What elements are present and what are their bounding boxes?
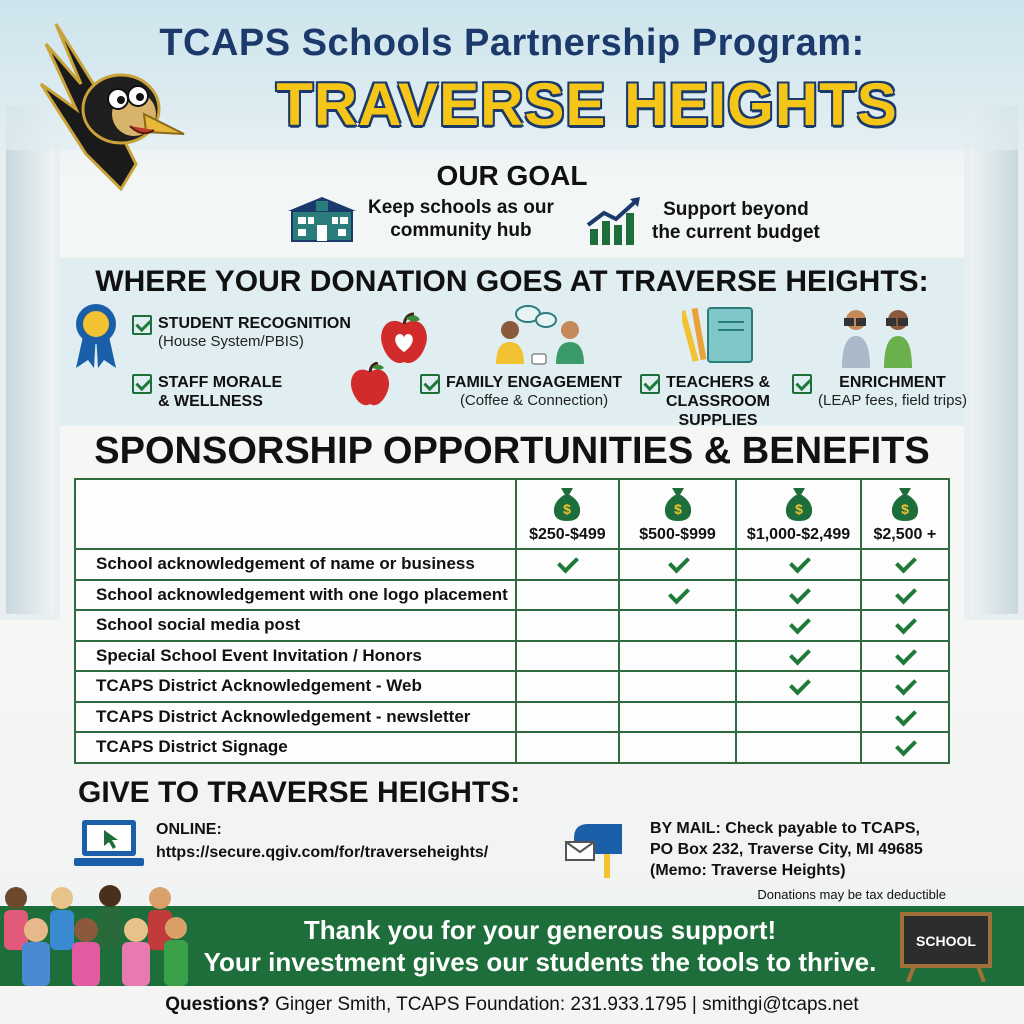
benefit-label: School acknowledgement of name or business [75,549,516,580]
contact-info [0,994,1024,1016]
tier-benefit-cell [619,671,737,702]
benefit-row [75,732,949,763]
tier-benefit-cell [619,580,737,611]
checkmark-icon [787,645,811,667]
apple-heart-icon [378,312,430,368]
benefit-label: TCAPS District Acknowledgement - newsletter [75,702,516,733]
svg-text:$: $ [794,501,803,517]
thank-you-line-2: Your investment gives our students the tools to thrive. [203,947,877,977]
school-name-title: TRAVERSE HEIGHTS [276,71,898,138]
tier-benefit-cell [516,641,619,672]
checkmark-icon [666,553,690,575]
notebook-pencils-icon [682,304,758,366]
benefit-label: School social media post [75,610,516,641]
apple-icon [348,362,392,410]
donation-family-engagement: FAMILY ENGAGEMENT (Coffee & Connection) [420,373,622,410]
tier-benefit-cell [861,641,949,672]
give-heading: GIVE TO TRAVERSE HEIGHTS: [78,776,521,809]
tier-benefit-cell [619,732,737,763]
contact-details: Ginger Smith, TCAPS Foundation: 231.933.1795 | smithgi@tcaps.net [269,994,859,1015]
checkmark-icon [893,584,917,606]
donation-staff-morale: STAFF MORALE & WELLNESS [132,373,282,411]
tier-header: $ $500-$999 [619,479,737,549]
tier-benefit-cell [861,732,949,763]
benefit-label: TCAPS District Signage [75,732,516,763]
benefit-column-header [75,479,516,549]
give-mail [564,818,923,881]
mail-line-3: (Memo: Traverse Heights) [650,862,846,879]
tier-benefit-cell [736,580,860,611]
tier-benefit-cell [619,549,737,580]
tier-header: $ $250-$499 [516,479,619,549]
checkmark-icon [666,584,690,606]
give-online [74,818,488,868]
benefit-row [75,610,949,641]
tier-benefit-cell [861,610,949,641]
check-icon [420,374,440,394]
money-bag-icon [784,486,814,522]
donation-teachers-supplies: TEACHERS & CLASSROOM SUPPLIES [640,373,770,430]
check-icon [132,315,152,335]
sponsorship-table [74,478,950,764]
goal-item-community-hub: Keep schools as our community hub [286,195,554,243]
checkmark-icon [787,584,811,606]
donation-enrichment: ENRICHMENT (LEAP fees, field trips) [792,373,967,410]
tier-benefit-cell [736,641,860,672]
svg-text:$: $ [673,501,682,517]
tier-benefit-cell [736,549,860,580]
tax-deductible-note: Donations may be tax deductible [757,887,946,902]
checkmark-icon [787,675,811,697]
checkmark-icon [787,614,811,636]
program-title: TCAPS Schools Partnership Program: [159,22,865,64]
checkmark-icon [893,553,917,575]
mailbox-icon [564,818,638,880]
tier-benefit-cell [736,732,860,763]
growth-chart-icon [586,195,642,247]
benefit-row [75,671,949,702]
online-label: ONLINE: [156,821,222,838]
benefit-row [75,702,949,733]
benefit-row [75,580,949,611]
ribbon-award-icon [72,302,120,370]
chalkboard-label: SCHOOL [916,933,976,949]
tier-benefit-cell [861,580,949,611]
donation-student-recognition: STUDENT RECOGNITION (House System/PBIS) [132,314,351,351]
tier-benefit-cell [736,702,860,733]
benefit-label: School acknowledgement with one logo placement [75,580,516,611]
check-icon [640,374,660,394]
kids-binoculars-icon [836,306,920,370]
checkmark-icon [893,614,917,636]
mail-line-2: PO Box 232, Traverse City, MI 49685 [650,841,923,858]
benefit-row [75,641,949,672]
tier-benefit-cell [861,549,949,580]
tier-benefit-cell [516,549,619,580]
thank-you-line-1: Thank you for your generous support! [303,915,777,945]
tier-benefit-cell [516,580,619,611]
tier-benefit-cell [516,610,619,641]
tier-benefit-cell [516,671,619,702]
questions-label: Questions? [165,994,270,1015]
check-icon [792,374,812,394]
svg-text:$: $ [563,501,572,517]
tier-benefit-cell [619,641,737,672]
checkmark-icon [893,645,917,667]
money-bag-icon [890,486,920,522]
checkmark-icon [787,553,811,575]
checkmark-icon [555,553,579,575]
checkmark-icon [893,675,917,697]
tier-benefit-cell [736,671,860,702]
check-icon [132,374,152,394]
sponsorship-heading: SPONSORSHIP OPPORTUNITIES & BENEFITS [94,430,930,472]
tier-benefit-cell [516,732,619,763]
tier-benefit-cell [736,610,860,641]
tier-benefit-cell [619,702,737,733]
donation-url-link[interactable]: https://secure.qgiv.com/for/traverseheights/ [156,844,489,861]
donation-heading: WHERE YOUR DONATION GOES AT TRAVERSE HEIGHTS: [95,265,929,298]
money-bag-icon [663,486,693,522]
benefit-row [75,549,949,580]
tier-benefit-cell [619,610,737,641]
school-building-icon [286,195,358,243]
checkmark-icon [893,706,917,728]
chalkboard-icon [900,912,992,982]
goal-heading: OUR GOAL [436,160,588,191]
goal-item-support-budget: Support beyond the current budget [586,195,820,247]
tier-header: $ $1,000-$2,499 [736,479,860,549]
checkmark-icon [893,736,917,758]
mail-line-1: BY MAIL: Check payable to TCAPS, [650,820,920,837]
benefit-label: TCAPS District Acknowledgement - Web [75,671,516,702]
tier-header: $ $2,500 + [861,479,949,549]
svg-text:$: $ [900,501,909,517]
tier-benefit-cell [861,671,949,702]
laptop-icon [74,818,144,868]
tier-benefit-cell [861,702,949,733]
money-bag-icon [552,486,582,522]
benefit-label: Special School Event Invitation / Honors [75,641,516,672]
tier-benefit-cell [516,702,619,733]
family-coffee-icon [488,304,592,370]
tier-header-row [75,479,949,549]
